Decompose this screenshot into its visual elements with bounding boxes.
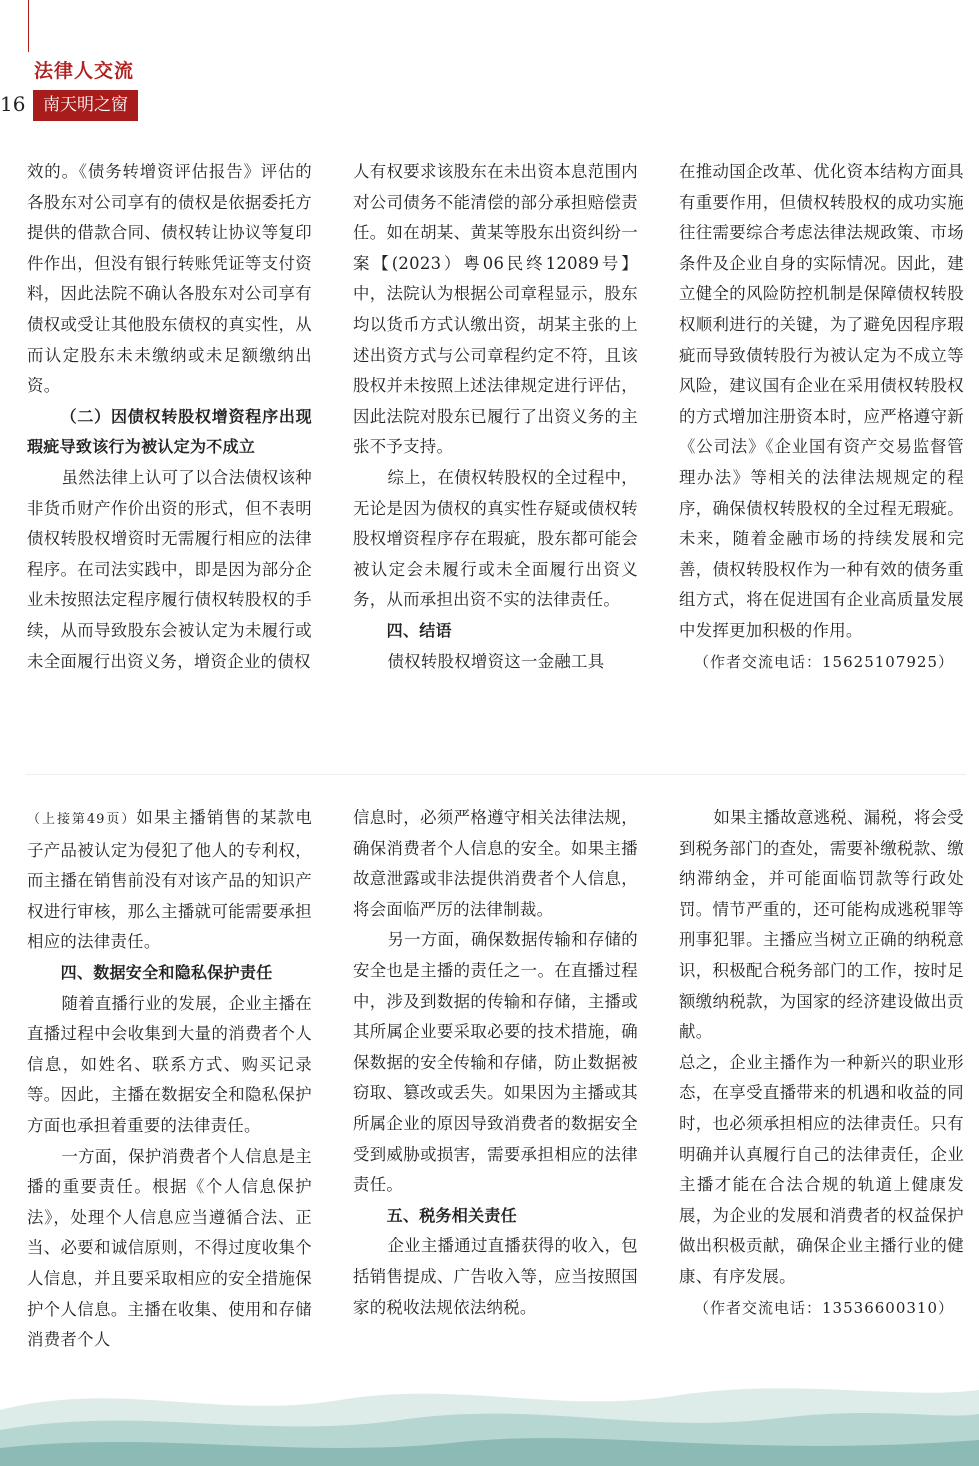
author-contact: （作者交流电话：15625107925） [694, 652, 954, 671]
paragraph: 企业主播通过直播获得的收入，包括销售提成、广告收入等，应当按照国家的税收法规依法纳税。 [353, 1236, 638, 1317]
subheading: （二）因债权转股权增资程序出现瑕疵导致该行为被认定为不成立 [27, 406, 312, 457]
article2-column-2 [353, 803, 638, 1323]
paragraph: 总之，企业主播作为一种新兴的职业形态，在享受直播带来的机遇和收益的同时，也必须承担相应的法律责任。只有明确并认真履行自己的法律责任，企业主播才能在合法合规的轨道上健康发展，为企业的发展和消费者的权益保护做出积极贡献，确保企业主播行业的健康、有序发展。 [679, 1052, 964, 1286]
section-title: 法律人交流 [34, 60, 135, 82]
paragraph: 在推动国企改革、优化资本结构方面具有重要作用，但债权转股权的成功实施往往需要综合考虑法律法规政策、市场条件及企业自身的实际情况。因此，建立健全的风险防控机制是保障债权转股权顺利进行的关键，为了避免因程序瑕疵而导致债转股行为被认定为不成立等风险，建议国有企业在采用债权转股权的方式增加注册资本时，应严格遵守新《公司法》《企业国有资产交易监督管理办法》等相关的法律法规规定的程序，确保债权转股权的全过程无瑕疵。未来，随着金融市场的持续发展和完善，债权转股权作为一种有效的债务重组方式，将在促进国有企业高质量发展中发挥更加积极的作用。 [679, 162, 964, 640]
wave-decoration [0, 1370, 979, 1466]
article2-column-3 [679, 803, 964, 1323]
paragraph: 随着直播行业的发展，企业主播在直播过程中会收集到大量的消费者个人信息，如姓名、联系方式、购买记录等。因此，主播在数据安全和隐私保护方面也承担着重要的法律责任。 [27, 993, 312, 1135]
article1-column-3 [679, 157, 964, 677]
article1-column-2 [353, 157, 638, 677]
paragraph: 人有权要求该股东在未出资本息范围内对公司债务不能清偿的部分承担赔偿责任。如在胡某、黄某等股东出资纠纷一案【(2023）粤06民终12089号】中，法院认为根据公司章程显示，股东均以货币方式认缴出资，胡某主张的上述出资方式与公司章程约定不符，且该股权并未按照上述法律规定进行评估，因此法院对股东已履行了出资义务的主张不予支持。 [353, 162, 638, 457]
paragraph: 综上，在债权转股权的全过程中，无论是因为债权的真实性存疑或债权转股权增资程序存在瑕疵，股东都可能会被认定会未履行或未全面履行出资义务，从而承担出资不实的法律责任。 [353, 467, 638, 610]
paragraph: 效的。《债务转增资评估报告》评估的各股东对公司享有的债权是依据委托方提供的借款合同、债权转让协议等复印件作出，但没有银行转账凭证等支付资料，因此法院不确认各股东对公司享有债权或受让其他股东债权的真实性，从而认定股东未未缴纳或未足额缴纳出资。 [27, 162, 312, 396]
paragraph: 另一方面，确保数据传输和存储的安全也是主播的责任之一。在直播过程中，涉及到数据的传输和存储，主播或其所属企业要采取必要的技术措施，确保数据的安全传输和存储，防止数据被窃取、篡改或丢失。如果因为主播或其所属企业的原因导致消费者的数据安全受到威胁或损害，需要承担相应的法律责任。 [353, 930, 638, 1195]
column-tag: 南天明之窗 [33, 90, 138, 121]
paragraph: 如果主播故意逃税、漏税，将会受到税务部门的查处，需要补缴税款、缴纳滞纳金，并可能面临罚款等行政处罚。情节严重的，还可能构成逃税罪等刑事犯罪。主播应当树立正确的纳税意识，积极配合税务部门的工作，按时足额缴纳税款，为国家的经济建设做出贡献。 [679, 808, 964, 1042]
article2-column-1 [27, 803, 312, 1356]
article1-column-1 [27, 157, 312, 677]
section-heading: 五、税务相关责任 [386, 1205, 517, 1225]
paragraph: （上接第49页）如果主播销售的某款电子产品被认定为侵犯了他人的专利权，而主播在销售前没有对该产品的知识产权进行审核，那么主播就可能需要承担相应的法律责任。 [27, 808, 313, 952]
page-number: 16 [0, 92, 26, 116]
paragraph: 一方面，保护消费者个人信息是主播的重要责任。根据《个人信息保护法》，处理个人信息应当遵循合法、正当、必要和诚信原则，不得过度收集个人信息，并且要采取相应的安全措施保护个人信息。主播在收集、使用和存储消费者个人 [27, 1146, 312, 1350]
section-heading: 四、数据安全和隐私保护责任 [60, 962, 273, 982]
paragraph: 债权转股权增资这一金融工具 [387, 651, 605, 671]
article-divider [26, 774, 966, 775]
continuation-ref: （上接第49页） [27, 812, 137, 827]
header-rule [28, 0, 29, 52]
author-contact: （作者交流电话：13536600310） [694, 1298, 954, 1317]
paragraph: 虽然法律上认可了以合法债权该种非货币财产作价出资的形式，但不表明债权转股权增资时无需履行相应的法律程序。在司法实践中，即是因为部分企业未按照法定程序履行债权转股权的手续，从而导致股东会被认定为未履行或未全面履行出资义务，增资企业的债权 [27, 467, 312, 671]
paragraph: 信息时，必须严格遵守相关法律法规，确保消费者个人信息的安全。如果主播故意泄露或非法提供消费者个人信息，将会面临严厉的法律制裁。 [353, 808, 638, 919]
section-heading: 四、结语 [386, 620, 452, 640]
